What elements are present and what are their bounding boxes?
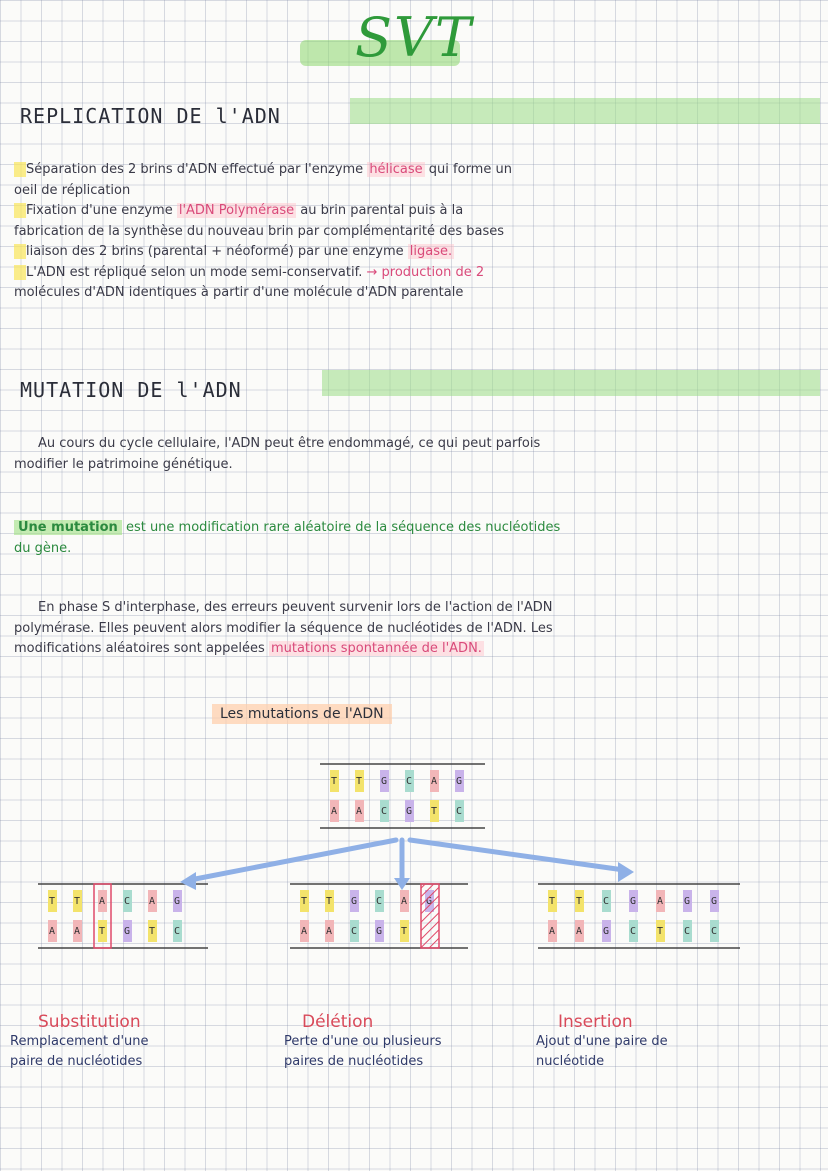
replication-heading: REPLICATION DE l'ADN — [20, 104, 281, 128]
nucleotide-label: T — [74, 896, 81, 907]
nucleotide-label: T — [331, 776, 338, 787]
replication-line-3: Fixation d'une enzyme l'ADN Polymérase au brin parental puis à la — [14, 201, 814, 222]
replication-line-1: Séparation des 2 brins d'ADN effectué par l'enzyme hélicase qui forme un — [14, 160, 814, 181]
strand-insertion — [538, 884, 740, 948]
replication-line-2: oeil de réplication — [14, 182, 131, 198]
nucleotide-label: A — [99, 896, 106, 907]
page-title: SVT — [354, 6, 473, 69]
nucleotide-label: A — [431, 776, 438, 787]
nucleotide-label: T — [99, 926, 106, 937]
replication-heading-highlight — [350, 98, 820, 124]
nucleotide-label: C — [124, 896, 131, 907]
nucleotide-label: C — [376, 896, 383, 907]
deleted-pair-hatch — [421, 884, 439, 948]
dna-mutation-diagram — [0, 740, 828, 990]
replication-line-5: liaison des 2 brins (parental + néoformé) par une enzyme ligase. — [14, 242, 814, 263]
nucleotide-label: T — [326, 896, 333, 907]
nucleotide-label: C — [684, 926, 691, 937]
mutation-phase-s: En phase S d'interphase, des erreurs peuvent survenir lors de l'action de l'ADN polymérase. Elles peuvent alors modifier la séquence de nucléotides de l'ADN. Les modifications aléatoires sont appelées mutations spontannée de l'ADN. — [14, 600, 553, 656]
nucleotide-label: C — [381, 806, 388, 817]
diagram-title: Les mutations de l'ADN — [212, 704, 392, 724]
nucleotide-label: T — [356, 776, 363, 787]
nucleotide-label: A — [301, 926, 308, 937]
replication-line-6: L'ADN est répliqué selon un mode semi-conservatif. → production de 2 — [14, 263, 814, 284]
mutation-intro: Au cours du cycle cellulaire, l'ADN peut être endommagé, ce qui peut parfois modifier le patrimoine génétique. — [14, 436, 541, 472]
replication-text — [14, 160, 814, 304]
nucleotide-label: G — [351, 896, 358, 907]
caption-substitution: Substitution Remplacement d'une paire de nucléotides — [10, 1012, 149, 1069]
nucleotide-label: A — [49, 926, 56, 937]
strand-deletion — [290, 884, 468, 948]
nucleotide-label: G — [684, 896, 691, 907]
nucleotide-label: A — [549, 926, 556, 937]
caption-deletion: Délétion Perte d'une ou plusieurs paires de nucléotides — [284, 1012, 442, 1069]
strand-group — [38, 764, 740, 948]
nucleotide-label: G — [630, 896, 637, 907]
nucleotide-label: G — [381, 776, 388, 787]
nucleotide-label: A — [576, 926, 583, 937]
nucleotide-label: T — [49, 896, 56, 907]
mutation-definition: Une mutation est une modification rare aléatoire de la séquence des nucléotides du gène. — [14, 520, 561, 556]
nucleotide-label: G — [124, 926, 131, 937]
replication-line-4: fabrication de la synthèse du nouveau brin par complémentarité des bases — [14, 223, 504, 239]
nucleotide-label: C — [711, 926, 718, 937]
nucleotide-label: A — [401, 896, 408, 907]
nucleotide-label: A — [331, 806, 338, 817]
nucleotide-label: C — [406, 776, 413, 787]
nucleotide-label: T — [657, 926, 664, 937]
nucleotide-label: G — [406, 806, 413, 817]
caption-insertion: Insertion Ajout d'une paire de nucléotide — [536, 1012, 668, 1069]
nucleotide-label: A — [356, 806, 363, 817]
nucleotide-label: C — [174, 926, 181, 937]
nucleotide-label: A — [657, 896, 664, 907]
branch-arrows — [190, 840, 624, 880]
mutation-heading: MUTATION DE l'ADN — [20, 378, 242, 402]
nucleotide-label: G — [711, 896, 718, 907]
replication-line-7: molécules d'ADN identiques à partir d'une molécule d'ADN parentale — [14, 285, 464, 300]
nucleotide-label: C — [456, 806, 463, 817]
nucleotide-label: T — [431, 806, 438, 817]
nucleotide-label: G — [456, 776, 463, 787]
arrow-substitution — [190, 840, 396, 880]
nucleotide-label: T — [301, 896, 308, 907]
mutation-heading-highlight — [322, 370, 820, 396]
nucleotide-label: G — [174, 896, 181, 907]
arrow-insertion — [410, 840, 624, 870]
strand-substitution — [38, 884, 208, 948]
nucleotide-label: G — [603, 926, 610, 937]
nucleotide-label: T — [549, 896, 556, 907]
nucleotide-label: T — [401, 926, 408, 937]
nucleotide-label: C — [630, 926, 637, 937]
arrowhead-substitution — [180, 872, 196, 890]
arrowhead-insertion — [618, 862, 634, 882]
nucleotide-label: A — [74, 926, 81, 937]
strand-parent — [320, 764, 485, 828]
nucleotide-label: C — [603, 896, 610, 907]
nucleotide-label: T — [149, 926, 156, 937]
nucleotide-label: A — [326, 926, 333, 937]
nucleotide-label: G — [376, 926, 383, 937]
nucleotide-label: A — [149, 896, 156, 907]
nucleotide-label: T — [576, 896, 583, 907]
nucleotide-label: C — [351, 926, 358, 937]
